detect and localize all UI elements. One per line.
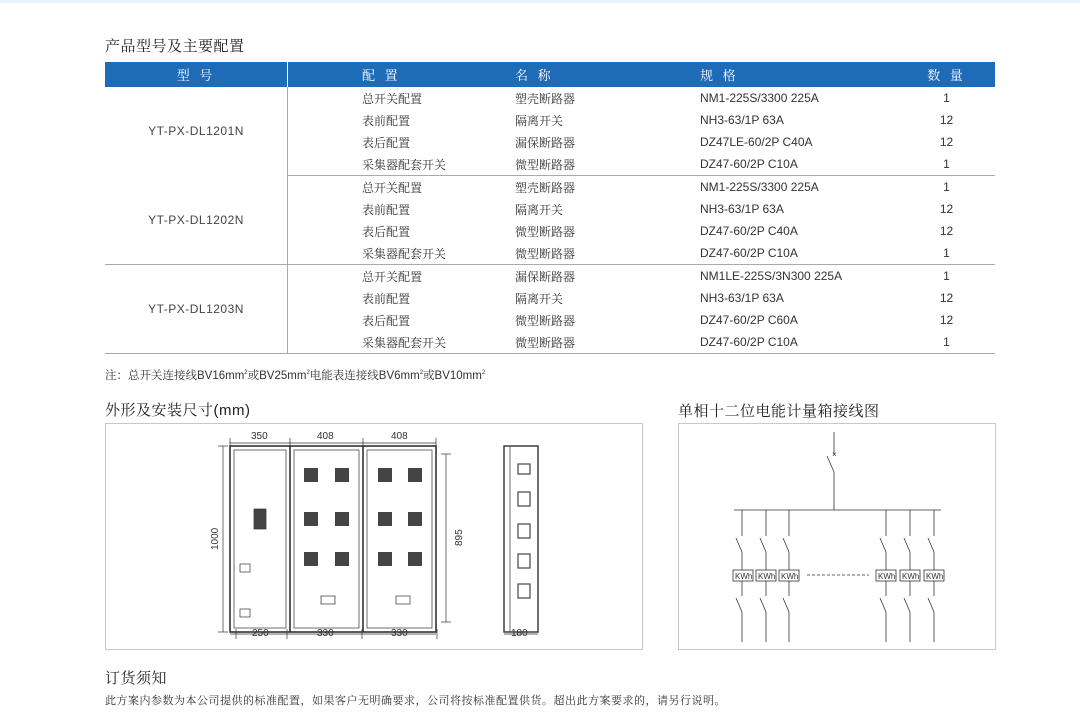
kwh-label: KWh (758, 572, 776, 581)
side-view-details (518, 464, 530, 598)
config-table (105, 62, 995, 354)
dim-side-180: 180 (511, 628, 528, 639)
qty-cell: 1 (943, 269, 950, 283)
models-section-title: 产品型号及主要配置 (105, 38, 245, 55)
spec-cell: DZ47LE-60/2P C40A (700, 135, 813, 149)
config-cell: 表后配置 (362, 224, 411, 239)
spec-cell: NM1LE-225S/3N300 225A (700, 269, 843, 283)
wiring-section-title: 单相十二位电能计量箱接线图 (678, 403, 880, 420)
kwh-label: KWh (735, 572, 753, 581)
name-cell: 隔离开关 (515, 291, 564, 306)
superscript: 2 (244, 370, 248, 377)
superscript: 2 (306, 370, 310, 377)
kwh-label: KWh (781, 572, 799, 581)
name-cell: 微型断路器 (515, 242, 700, 265)
spec-cell: DZ47-60/2P C10A (700, 153, 898, 176)
wiring-note (105, 367, 485, 383)
qty-cell: 1 (943, 91, 950, 105)
dim-bottom-330b: 330 (391, 628, 408, 639)
name-cell: 微型断路器 (515, 313, 576, 328)
spec-cell: NM1-225S/3300 225A (700, 180, 819, 194)
qty-cell: 1 (898, 153, 995, 176)
spec-cell: DZ47-60/2P C40A (700, 224, 798, 238)
wiring-diagram-panel (678, 423, 996, 650)
name-cell: 塑壳断路器 (515, 180, 576, 195)
config-cell: 表后配置 (362, 135, 411, 150)
dim-bottom-330a: 330 (317, 628, 334, 639)
switch-mark: × (832, 450, 837, 459)
name-cell: 微型断路器 (515, 224, 576, 239)
model-cell: YT-PX-DL1201N (105, 87, 288, 176)
dim-top-408b: 408 (391, 431, 408, 442)
dim-height-1000: 1000 (210, 527, 221, 550)
dim-top-408a: 408 (317, 431, 334, 442)
config-cell: 总开关配置 (362, 269, 423, 284)
qty-cell: 12 (939, 135, 954, 149)
qty-cell: 12 (939, 113, 954, 127)
note-part: 或BV10mm (423, 370, 482, 382)
meter-grid-middle (304, 468, 349, 566)
name-cell: 微型断路器 (515, 331, 700, 354)
qty-cell: 12 (939, 291, 954, 305)
right-compartment (367, 450, 432, 628)
dimension-drawing (106, 424, 642, 649)
header-qty: 数 量 (898, 62, 995, 87)
spec-cell: DZ47-60/2P C60A (700, 313, 798, 327)
kwh-label: KWh (926, 572, 944, 581)
window (321, 596, 335, 604)
wiring-diagram (679, 424, 995, 649)
config-cell: 总开关配置 (362, 180, 423, 195)
spec-cell: NM1-225S/3300 225A (700, 91, 819, 105)
terminal (240, 609, 250, 617)
dimension-drawing-panel (105, 423, 643, 650)
spec-cell: NH3-63/1P 63A (700, 113, 784, 127)
terminal (240, 564, 250, 572)
qty-cell: 1 (943, 180, 950, 194)
spec-cell: NH3-63/1P 63A (700, 291, 784, 305)
qty-cell: 12 (939, 224, 954, 238)
order-notice-text: 此方案内参数为本公司提供的标准配置，如果客户无明确要求，公司将按标准配置供货。超出此方案要求的，请另行说明。 (105, 695, 726, 707)
config-cell: 表前配置 (362, 113, 411, 128)
table-row (105, 265, 995, 288)
table-header-row (105, 62, 995, 87)
dimensions-section-title: 外形及安装尺寸(mm) (105, 402, 251, 419)
spec-cell: DZ47-60/2P C10A (700, 242, 898, 265)
kwh-label: KWh (902, 572, 920, 581)
model-cell: YT-PX-DL1202N (105, 176, 288, 265)
window (396, 596, 410, 604)
qty-cell: 1 (898, 331, 995, 354)
config-cell: 采集器配套开关 (288, 242, 516, 265)
table-body (105, 87, 995, 354)
spec-cell: NH3-63/1P 63A (700, 202, 784, 216)
name-cell: 微型断路器 (515, 153, 700, 176)
header-config: 配 置 (288, 62, 516, 87)
header-model: 型 号 (105, 62, 288, 87)
middle-compartment (294, 450, 359, 628)
dim-bottom-250: 250 (252, 628, 269, 639)
kwh-label: KWh (878, 572, 896, 581)
config-cell: 采集器配套开关 (288, 153, 516, 176)
name-cell: 塑壳断路器 (515, 91, 576, 106)
qty-cell: 12 (939, 202, 954, 216)
table-row (105, 87, 995, 109)
config-cell: 表前配置 (362, 202, 411, 217)
note-part: 电能表连接线BV6mm (309, 370, 420, 382)
name-cell: 隔离开关 (515, 113, 564, 128)
superscript: 2 (419, 370, 424, 377)
note-part: 或BV25mm (247, 370, 307, 382)
config-cell: 表前配置 (362, 291, 411, 306)
model-cell: YT-PX-DL1203N (105, 265, 288, 354)
header-name: 名 称 (515, 62, 700, 87)
config-cell: 表后配置 (362, 313, 411, 328)
main-breaker (254, 509, 266, 529)
name-cell: 漏保断路器 (515, 135, 576, 150)
meter-grid-right (378, 468, 422, 566)
qty-cell: 12 (939, 313, 954, 327)
name-cell: 隔离开关 (515, 202, 564, 217)
config-cell: 总开关配置 (362, 91, 423, 106)
dim-height-895: 895 (454, 529, 465, 546)
spec-cell: DZ47-60/2P C10A (700, 331, 898, 354)
top-accent-line (0, 0, 1080, 3)
config-cell: 采集器配套开关 (288, 331, 516, 354)
dim-top-350: 350 (251, 431, 268, 442)
superscript: 2 (481, 370, 486, 377)
name-cell: 漏保断路器 (515, 269, 576, 284)
note-part: 注：总开关连接线BV16mm (105, 370, 245, 382)
order-section-title: 订货须知 (105, 670, 168, 687)
header-spec: 规 格 (700, 62, 898, 87)
qty-cell: 1 (898, 242, 995, 265)
left-compartment (234, 450, 286, 628)
table-row (105, 176, 995, 199)
